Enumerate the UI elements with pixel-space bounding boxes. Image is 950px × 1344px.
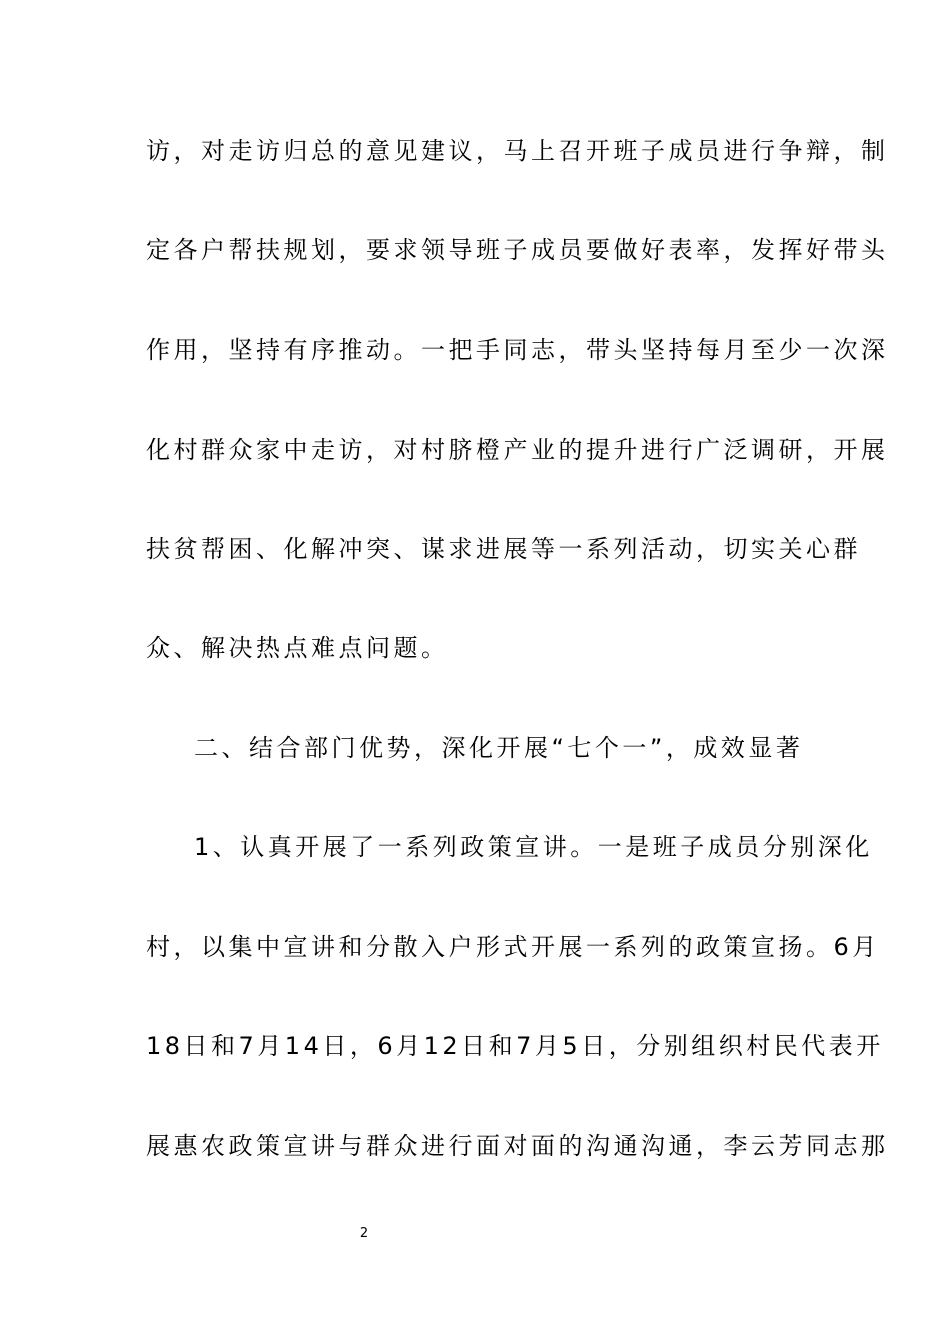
paragraph-line: 化村群众家中走访，对村脐橙产业的提升进行广泛调研，开展 — [146, 436, 889, 464]
paragraph-line: 定各户帮扶规划，要求领导班子成员要做好表率，发挥好带头 — [146, 236, 889, 264]
item-line: 村，以集中宣讲和分散入户形式开展一系列的政策宣扬。6月 — [146, 933, 880, 961]
page-number: 2 — [359, 1226, 369, 1241]
paragraph-line: 扶贫帮困、化解冲突、谋求进展等一系列活动，切实关心群 — [146, 535, 861, 563]
item-line: 18日和7月14日，6月12日和7月5日，分别组织村民代表开 — [146, 1032, 884, 1060]
item-line: 1、认真开展了一系列政策宣讲。一是班子成员分别深化 — [194, 833, 873, 861]
section-heading: 二、结合部门优势，深化开展“七个一”，成效显著 — [194, 734, 804, 762]
paragraph-line: 作用，坚持有序推动。一把手同志，带头坚持每月至少一次深 — [146, 336, 889, 364]
paragraph-line: 众、解决热点难点问题。 — [146, 634, 449, 662]
paragraph-line: 访，对走访归总的意见建议，马上召开班子成员进行争辩，制 — [146, 137, 889, 165]
item-line: 展惠农政策宣讲与群众进行面对面的沟通沟通，李云芳同志那 — [146, 1132, 889, 1160]
